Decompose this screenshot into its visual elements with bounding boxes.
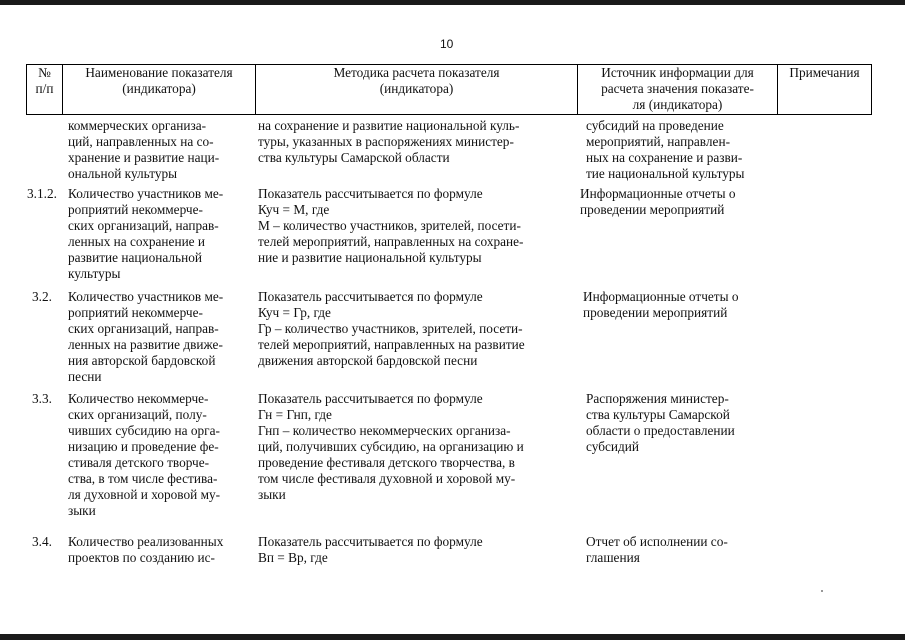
row-3-1-2-name: Количество участников ме- роприятий некоммерче- ских организаций, направ- ленных на сохранение и развитие национальной культуры <box>68 186 224 281</box>
header-num: № п/п <box>35 65 54 96</box>
scan-speck <box>821 590 823 592</box>
header-method: Методика расчета показателя (индикатора) <box>333 65 500 96</box>
row-3-2-source: Информационные отчеты о проведении мероприятий <box>583 289 739 320</box>
row-3-1-2-source: Информационные отчеты о проведении мероприятий <box>580 186 736 217</box>
scan-bottom-border <box>0 634 905 640</box>
row-3-1-2-method: Показатель рассчитывается по формуле Куч = М, где М – количество участников, зрителей, посети- телей мероприятий, направленных на сохране- ние и развитие национальной культуры <box>258 186 524 265</box>
header-name: Наименование показателя (индикатора) <box>85 65 233 96</box>
row-3-2-name: Количество участников ме- роприятий некоммерче- ских организаций, направ- ленных на развитие движе- ния авторской бардовской песни <box>68 289 224 384</box>
row-3-2-num: 3.2. <box>32 289 52 304</box>
row-3-3-name: Количество некоммерче- ских организаций, полу- чивших субсидию на орга- низацию и проведение фе- стиваля детского творче- ства, в том числе фестива- ля духовной и хоровой му- зыки <box>68 391 221 518</box>
row-continuation-method: на сохранение и развитие национальной куль- туры, указанных в распоряжениях министер- ства культуры Самарской области <box>258 118 520 165</box>
row-3-4-source: Отчет об исполнении со- глашения <box>586 534 728 565</box>
row-3-3-source: Распоряжения министер- ства культуры Самарской области о предоставлении субсидий <box>586 391 735 454</box>
row-3-4-method: Показатель рассчитывается по формуле Вп = Вр, где <box>258 534 483 565</box>
row-continuation-name: коммерческих организа- ций, направленных на со- хранение и развитие наци- ональной культуры <box>68 118 220 181</box>
header-bottom-rule <box>26 114 872 115</box>
page-number: 10 <box>440 37 454 51</box>
row-3-2-method: Показатель рассчитывается по формуле Куч = Гр, где Гр – количество участников, зрителей, посети- телей мероприятий, направленных на развитие движения авторской бардовской песни <box>258 289 525 368</box>
header-note: Примечания <box>789 65 860 80</box>
row-3-3-num: 3.3. <box>32 391 52 406</box>
row-3-4-name: Количество реализованных проектов по созданию ис- <box>68 534 224 565</box>
row-3-3-method: Показатель рассчитывается по формуле Гн = Гнп, где Гнп – количество некоммерческих организа- ций, получивших субсидию, на организацию и проведение фестиваля детского творчества, в том числе фестиваля духовной и хоровой му- зыки <box>258 391 524 502</box>
col-border-right <box>871 64 872 114</box>
row-3-1-2-num: 3.1.2. <box>27 186 57 201</box>
scan-top-border <box>0 0 905 5</box>
row-3-4-num: 3.4. <box>32 534 52 549</box>
header-source: Источник информации для расчета значения показате- ля (индикатора) <box>601 65 754 112</box>
row-continuation-source: субсидий на проведение мероприятий, направлен- ных на сохранение и разви- тие национальной культуры <box>586 118 745 181</box>
